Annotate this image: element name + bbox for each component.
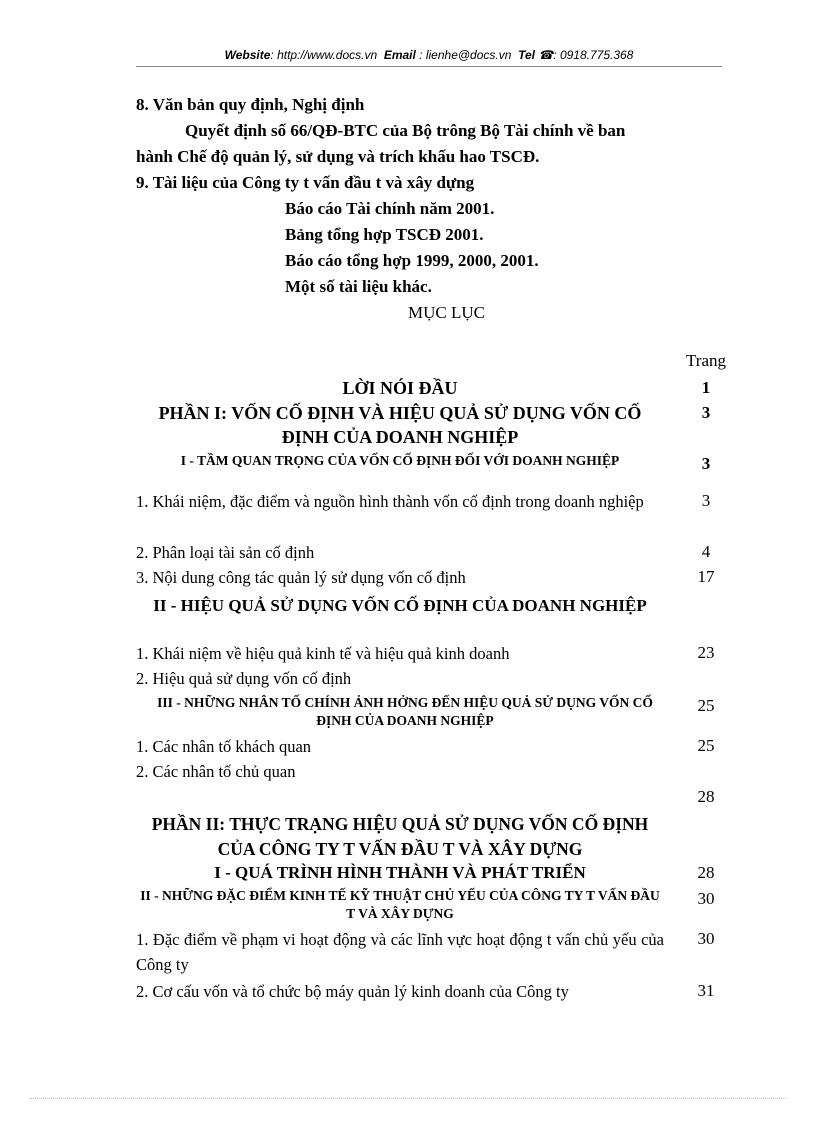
email-address[interactable]: : lienhe@docs.vn (419, 48, 512, 62)
footer-divider (30, 1098, 786, 1099)
tel-number: : 0918.775.368 (553, 48, 634, 62)
toc-page-header: Trang (686, 351, 726, 370)
toc-entry-page: 28 (697, 863, 715, 882)
toc-entry-text: III - NHỮNG NHÂN TỐ CHÍNH ẢNH HỞNG ĐẾN HIỆU QUẢ SỬ DỤNG VỐN CỐ ĐỊNH CỦA DOANH NGHIỆP (157, 695, 653, 728)
toc-entry-page: 28 (697, 787, 715, 806)
ref-item-8-title: 8. Văn bản quy định, Nghị định (136, 95, 365, 114)
toc-entry-text: II - NHỮNG ĐẶC ĐIỂM KINH TẾ KỸ THUẬT CHỦ YẾU CỦA CÔNG TY T VẤN ĐẦU T VÀ XÂY DỰNG (140, 888, 660, 921)
toc-entry-text: 1. Khái niệm, đặc điểm và nguồn hình thành vốn cố định trong doanh nghiệp (136, 492, 644, 511)
toc-entry-text: PHẦN II: THỰC TRẠNG HIỆU QUẢ SỬ DỤNG VỐN CỐ ĐỊNH CỦA CÔNG TY T VẤN ĐẦU T VÀ XÂY DỰNG (151, 814, 649, 859)
toc-entry-page: 17 (697, 567, 715, 586)
toc-entry-text: 3. Nội dung công tác quản lý sử dụng vốn cố định (136, 568, 466, 587)
toc-title: MỤC LỤC (408, 303, 485, 322)
toc-entry-text: 1. Khái niệm về hiệu quả kinh tế và hiệu quả kinh doanh (136, 644, 510, 663)
toc-entry-page: 3 (701, 491, 711, 510)
toc-entry-text: 2. Các nhân tố chủ quan (136, 762, 296, 781)
ref-item-9-sub1: Báo cáo Tài chính năm 2001. (285, 199, 495, 218)
toc-entry-page: 3 (701, 403, 711, 422)
toc-entry-page: 23 (697, 643, 715, 662)
ref-item-9-sub3: Báo cáo tổng hợp 1999, 2000, 2001. (285, 251, 539, 270)
toc-entry-page: 25 (697, 696, 715, 715)
toc-entry-page: 31 (697, 981, 715, 1000)
website-url[interactable]: : http://www.docs.vn (270, 48, 378, 62)
toc-entry-page: 25 (697, 736, 715, 755)
toc-entry-text: PHẦN I: VỐN CỐ ĐỊNH VÀ HIỆU QUẢ SỬ DỤNG VỐN CỐ ĐỊNH CỦA DOANH NGHIỆP (158, 403, 642, 447)
toc-entry-page: 4 (701, 542, 711, 561)
toc-entry-page: 3 (701, 454, 711, 473)
toc-entry-text: I - TẦM QUAN TRỌNG CỦA VỐN CỐ ĐỊNH ĐỐI VỚI DOANH NGHIỆP (180, 453, 620, 468)
toc-entry-page: 30 (697, 889, 715, 908)
toc-entry-text: I - QUÁ TRÌNH HÌNH THÀNH VÀ PHÁT TRIỂN (214, 863, 586, 882)
toc-entry-text: 1. Các nhân tố khách quan (136, 737, 312, 756)
phone-icon: ☎ (538, 48, 554, 62)
toc-entry-text: 2. Hiệu quả sử dụng vốn cố định (136, 669, 352, 688)
toc-entry-text: LỜI NÓI ĐẦU (342, 378, 458, 398)
ref-item-9-sub4: Một số tài liệu khác. (285, 277, 432, 296)
toc-entry-page: 30 (697, 929, 715, 948)
toc-entry-text: 2. Phân loại tài sản cố định (136, 543, 315, 562)
toc-entry-page: 1 (701, 378, 711, 397)
ref-item-9-title: 9. Tài liệu của Công ty t vấn đầu t và xây dựng (136, 173, 475, 192)
website-label: Website (224, 48, 271, 62)
tel-label: Tel (518, 48, 535, 62)
toc-entry-text: II - HIỆU QUẢ SỬ DỤNG VỐN CỐ ĐỊNH CỦA DOANH NGHIỆP (153, 596, 647, 615)
ref-item-8-line2: hành Chế độ quản lý, sử dụng và trích khấu hao TSCĐ. (136, 147, 540, 166)
header-divider (136, 66, 722, 67)
toc-entry-text: 2. Cơ cấu vốn và tổ chức bộ máy quản lý kinh doanh của Công ty (136, 982, 569, 1001)
page-header (136, 48, 722, 62)
email-label: Email (383, 48, 416, 62)
ref-item-8-line1: Quyết định số 66/QĐ-BTC của Bộ trông Bộ Tài chính về ban (185, 121, 626, 140)
ref-item-9-sub2: Bảng tổng hợp TSCĐ 2001. (285, 225, 484, 244)
toc-entry-text: 1. Đặc điểm về phạm vi hoạt động và các lĩnh vực hoạt động t vấn chủ yếu của Công ty (136, 930, 664, 974)
